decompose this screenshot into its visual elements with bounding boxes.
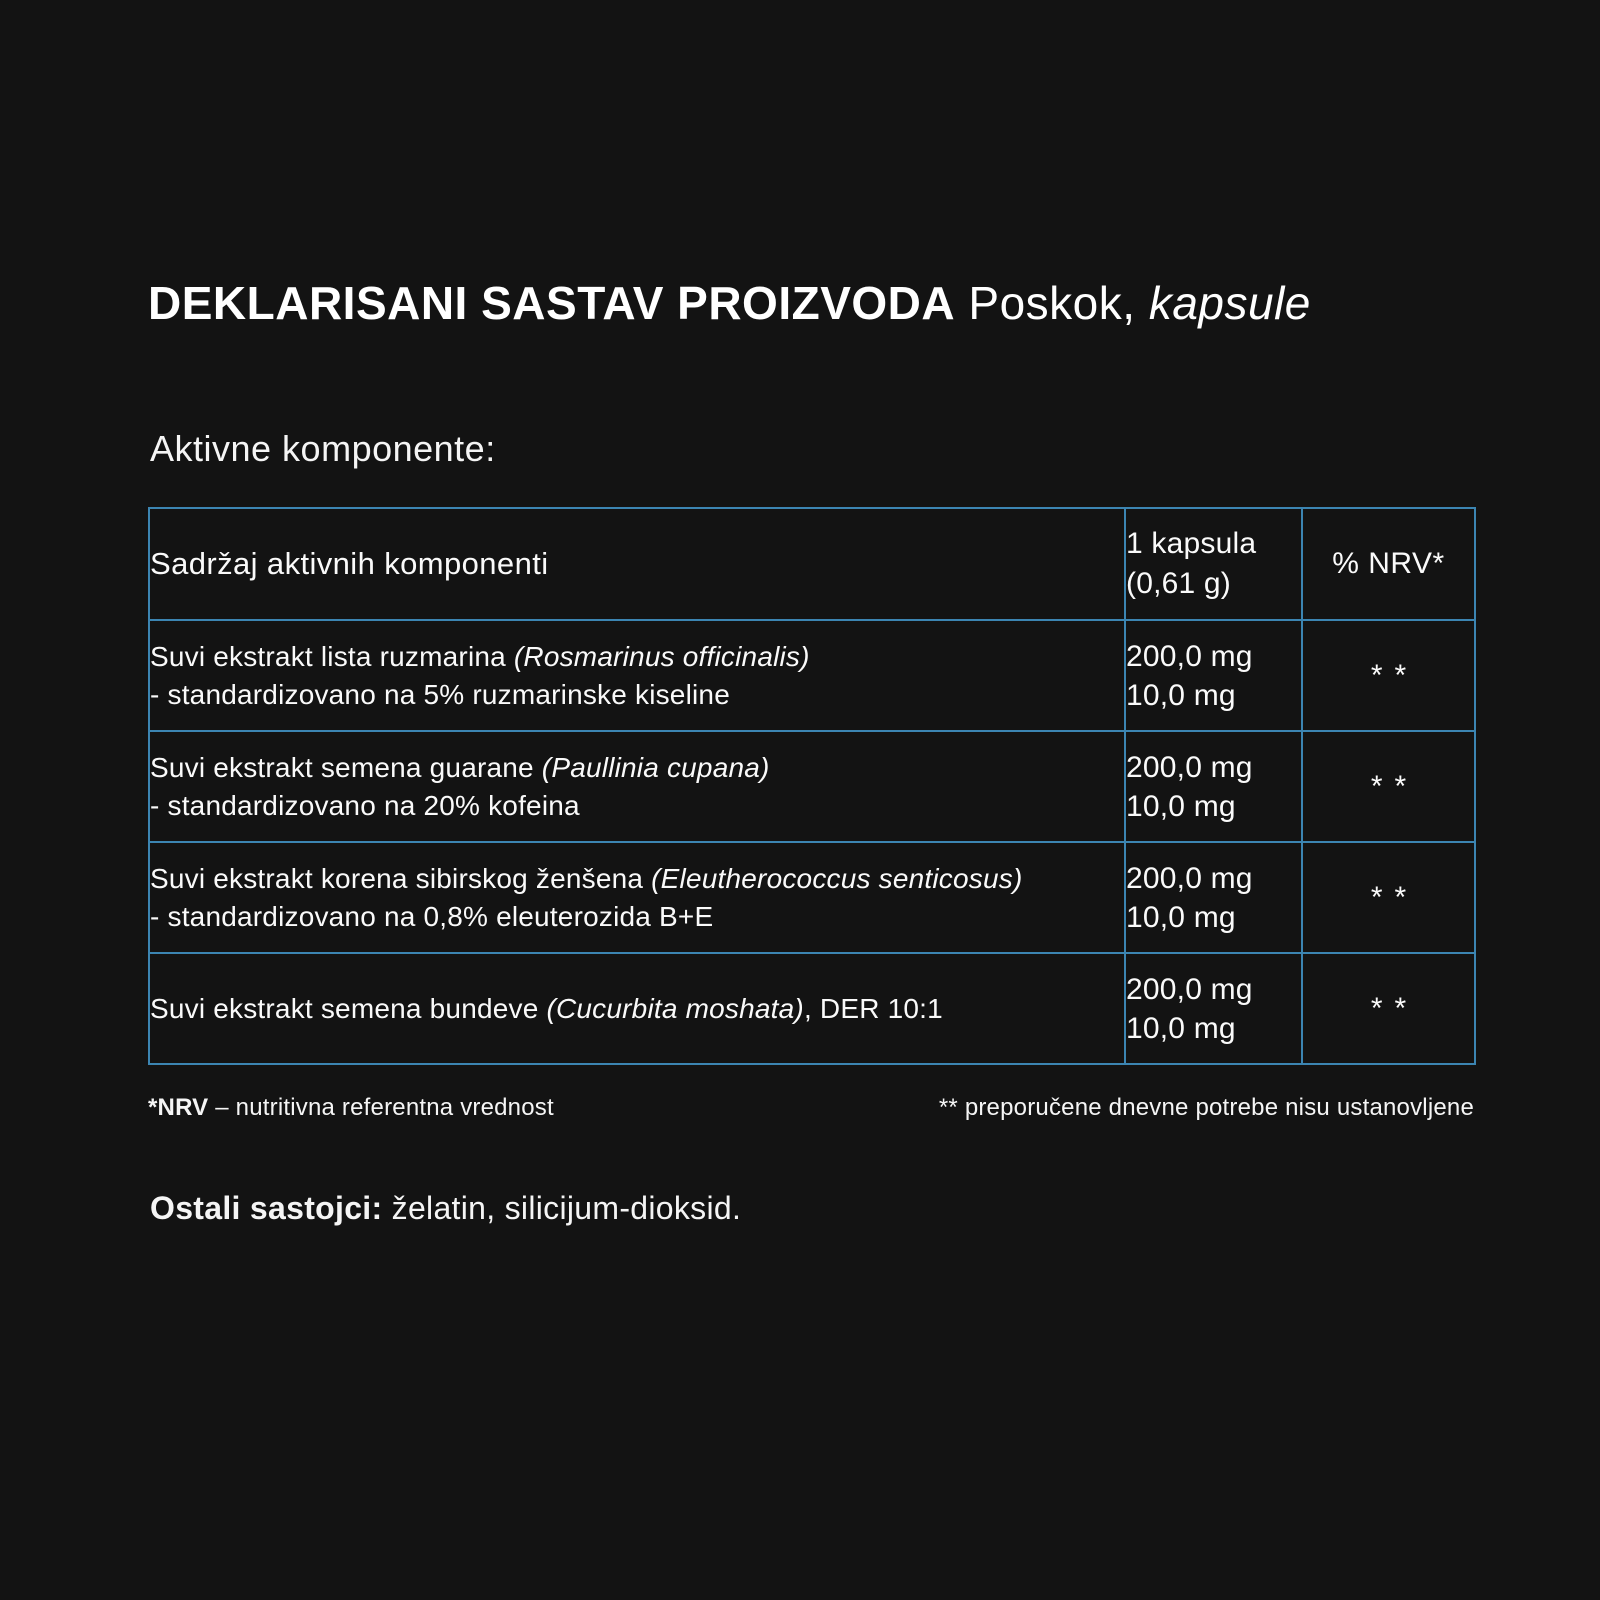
component-latin-name: (Cucurbita moshata) xyxy=(546,992,804,1024)
table-row xyxy=(149,842,1475,953)
component-latin-name: (Rosmarinus officinalis) xyxy=(513,640,810,672)
component-amount-cell xyxy=(1125,731,1302,842)
component-standardization: - standardizovano na 5% ruzmarinske kiseline xyxy=(150,678,730,710)
table-row xyxy=(149,731,1475,842)
other-ingredients-value: želatin, silicijum-dioksid. xyxy=(382,1190,742,1226)
component-nrv-cell xyxy=(1302,842,1475,953)
component-standardization: - standardizovano na 20% kofeina xyxy=(150,789,580,821)
header-amount-line1: 1 kapsula xyxy=(1126,527,1257,560)
component-name-line xyxy=(150,638,1124,676)
component-name-cell xyxy=(149,620,1125,731)
component-name-cell xyxy=(149,953,1125,1064)
page-title-main: DEKLARISANI SASTAV PROIZVODA xyxy=(148,277,956,329)
component-amount-line2: 10,0 mg xyxy=(1126,1011,1236,1045)
component-amount-line1: 200,0 mg xyxy=(1126,639,1253,673)
other-ingredients-label: Ostali sastojci: xyxy=(150,1190,383,1226)
component-latin-name: (Eleutherococcus senticosus) xyxy=(651,862,1023,894)
component-name-main: Suvi ekstrakt korena sibirskog ženšena xyxy=(150,862,652,894)
page-title xyxy=(148,276,1311,331)
component-amount-line1: 200,0 mg xyxy=(1126,861,1253,895)
footnote-nrv-marker: *NRV xyxy=(148,1094,209,1121)
component-name-line xyxy=(150,860,1124,898)
table-body xyxy=(149,620,1475,1064)
component-amount-cell xyxy=(1125,620,1302,731)
table-row xyxy=(149,953,1475,1064)
component-amount-line1: 200,0 mg xyxy=(1126,750,1253,784)
header-cell-name: Sadržaj aktivnih komponenti xyxy=(149,508,1125,620)
section-heading-active-components: Aktivne komponente: xyxy=(150,428,496,469)
component-latin-name: (Paullinia cupana) xyxy=(541,751,770,783)
component-standardization: - standardizovano na 0,8% eleuterozida B+E xyxy=(150,900,714,932)
nrv-asterisks: ** xyxy=(1370,991,1419,1025)
component-name-main: Suvi ekstrakt semena bundeve xyxy=(150,992,547,1024)
page-title-form: kapsule xyxy=(1148,277,1311,329)
footnotes xyxy=(148,1094,1474,1122)
component-name-main: Suvi ekstrakt semena guarane xyxy=(150,751,542,783)
nrv-asterisks: ** xyxy=(1370,880,1419,914)
component-amount-line2: 10,0 mg xyxy=(1126,900,1236,934)
component-nrv-cell xyxy=(1302,620,1475,731)
header-cell-nrv: % NRV* xyxy=(1302,508,1475,620)
component-amount-line2: 10,0 mg xyxy=(1126,789,1236,823)
nrv-asterisks: ** xyxy=(1370,658,1419,692)
footnote-nrv-text: – nutritivna referentna vrednost xyxy=(208,1094,554,1121)
component-amount-line2: 10,0 mg xyxy=(1126,678,1236,712)
component-nrv-cell xyxy=(1302,731,1475,842)
header-amount-line2: (0,61 g) xyxy=(1126,567,1231,600)
component-nrv-cell xyxy=(1302,953,1475,1064)
component-name-main: Suvi ekstrakt lista ruzmarina xyxy=(150,640,514,672)
nrv-asterisks: ** xyxy=(1370,769,1419,803)
component-name-cell xyxy=(149,842,1125,953)
header-cell-amount xyxy=(1125,508,1302,620)
active-components-table xyxy=(148,507,1476,1065)
component-name-suffix: , DER 10:1 xyxy=(803,992,943,1024)
table-header-row xyxy=(149,508,1475,620)
component-amount-line1: 200,0 mg xyxy=(1126,972,1253,1006)
component-name-line xyxy=(150,990,1124,1028)
other-ingredients xyxy=(150,1190,741,1227)
page-title-product: Poskok, xyxy=(955,277,1149,329)
component-amount-cell xyxy=(1125,842,1302,953)
footnote-daily-needs: ** preporučene dnevne potrebe nisu ustanovljene xyxy=(938,1094,1474,1121)
component-name-cell xyxy=(149,731,1125,842)
component-amount-cell xyxy=(1125,953,1302,1064)
footnote-nrv xyxy=(148,1094,554,1122)
component-name-line xyxy=(150,749,1124,787)
table-row xyxy=(149,620,1475,731)
